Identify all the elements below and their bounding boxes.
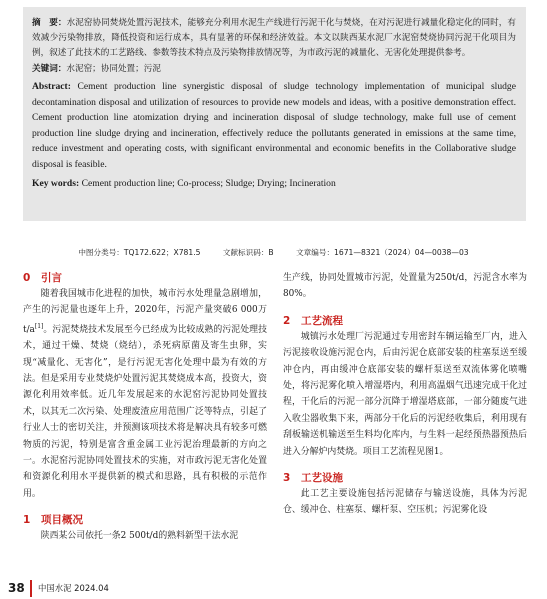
section-number: 1 [23, 514, 31, 527]
left-column [23, 270, 267, 545]
overview-paragraph: 陕西某公司依托一条2 500t/d的熟料新型干法水泥 [40, 531, 239, 542]
footer-divider [30, 580, 32, 597]
abstract-box [23, 7, 526, 221]
section-title: 引言 [41, 272, 62, 284]
abstract-cn-text: 水泥窑协同焚烧处置污泥技术，能够充分利用水泥生产线进行污泥干化与焚烧，在对污泥进行减量化稳定化的同时，有效减少污染物排放，降低投资和运行成本，具有显著的环保和经济效益。本文以陕西某水泥厂水泥窑焚烧协同污泥干化项目为例，叙述了此技术的工艺路线、参数等技术特点及污染物排放情况等，为市政污泥的减量化、无害化处理提供参考。 [32, 18, 516, 58]
keywords-en [32, 176, 516, 192]
keywords-en-text: Cement production line; Co-process; Sludge; Drying; Incineration [81, 177, 336, 189]
abstract-en-label: Abstract: [32, 81, 71, 92]
article-number: 文章编号：1671—8321（2024）04—0038—03 [296, 248, 469, 257]
section-title: 工艺流程 [301, 314, 343, 327]
classification-line [0, 247, 547, 258]
clc-number: 中图分类号：TQ172.622；X781.5 [78, 248, 201, 257]
introduction-paragraph [23, 286, 267, 502]
section-heading-process-flow [283, 313, 527, 329]
citation-ref: [1] [34, 322, 44, 330]
section-number: 2 [283, 314, 291, 327]
keywords-cn [32, 61, 516, 77]
abstract-en [32, 79, 516, 173]
introduction-text-b: 。污泥焚烧技术发展至今已经成为比较成熟的污泥处理技术，通过干燥、焚烧（烧结），杀死病原菌及寄生虫卵，实现“减量化、无害化”，是行污泥无害化处理中最为有效的方法。但是采用专业焚烧炉处置污泥其焚烧成本高，投资大，资源化利用效率低。近几年发展起来的水泥窑污泥协同处置技术，以其无二次污染、处理废渣应用范围广泛等特点，引起了行业人士的密切关注，并预测该项技术将是解决具有较多可燃物质的污泥，特别是富含重金属工业污泥治理最新的方向之一。水泥窑污泥协同处置技术的实施，对市政污泥无害化处置和资源化利用水平提供新的模式和思路，具有积极的示范作用。 [23, 324, 267, 499]
overview-paragraph-continued: 生产线，协同处置城市污泥，处置量为250t/d，污泥含水率为80%。 [283, 273, 527, 300]
abstract-cn [32, 16, 516, 61]
page-number: 38 [8, 581, 25, 595]
section-heading-introduction [23, 270, 267, 286]
right-column [283, 270, 527, 519]
document-code: 文献标识码：B [222, 248, 274, 257]
page-footer [0, 580, 547, 599]
facilities-paragraph: 此工艺主要设施包括污泥储存与输送设施，具体为污泥仓、缓冲仓、柱塞泵、螺杆泵、空压机；污泥雾化设 [283, 489, 527, 516]
journal-name: 中国水泥 2024.04 [38, 583, 109, 593]
section-title: 工艺设施 [301, 472, 343, 485]
keywords-en-label: Key words: [32, 177, 80, 189]
keywords-cn-text: 水泥窑；协同处置；污泥 [66, 64, 161, 74]
section-number: 0 [23, 272, 31, 284]
section-title: 项目概况 [41, 514, 83, 527]
section-number: 3 [283, 472, 291, 485]
section-heading-facilities [283, 470, 527, 486]
section-heading-overview [23, 512, 267, 528]
abstract-cn-label: 摘 要： [32, 18, 67, 28]
process-flow-paragraph: 城镇污水处理厂污泥通过专用密封车辆运输至厂内，进入污泥接收设施污泥仓内，后由污泥仓底部安装的柱塞泵送至缓冲仓内，再由缓冲仓底部安装的螺杆泵送至双流体雾化喷嘴处，将污泥雾化喷入增湿塔内，利用高温烟气迅速完成干化过程，干化后的污泥一部分沉降于增湿塔底部，一部分随废气进入收尘器收集下来，两部分干化后的污泥经收集后，利用现有刮板输送机输送至生料均化库内，与生料一起经预热器预热后进入分解炉内焚烧。项目工艺流程见图1。 [283, 331, 527, 457]
keywords-cn-label: 关键词： [32, 64, 67, 74]
introduction-text-a: 随着我国城市化进程的加快，城市污水处理量急剧增加，产生的污泥量也逐年上升，2020年，污泥产量突破6 000万t/a [23, 289, 267, 335]
abstract-en-text: Cement production line synergistic disposal of sludge technology implementation of municipal sludge decontamination disposal and utilization of resources to provide new models and ideas, with a positive demonstration effect. Cement production line atomization drying and incineration disposal of sludge technology, make full use of cement production line sludge drying and incineration, effectively reduce the pollutants generated in emissions at the same time, reduce investment and operating costs, with significant environmental and economic benefits in the Collaborative sludge disposal is feasible. [32, 81, 516, 170]
